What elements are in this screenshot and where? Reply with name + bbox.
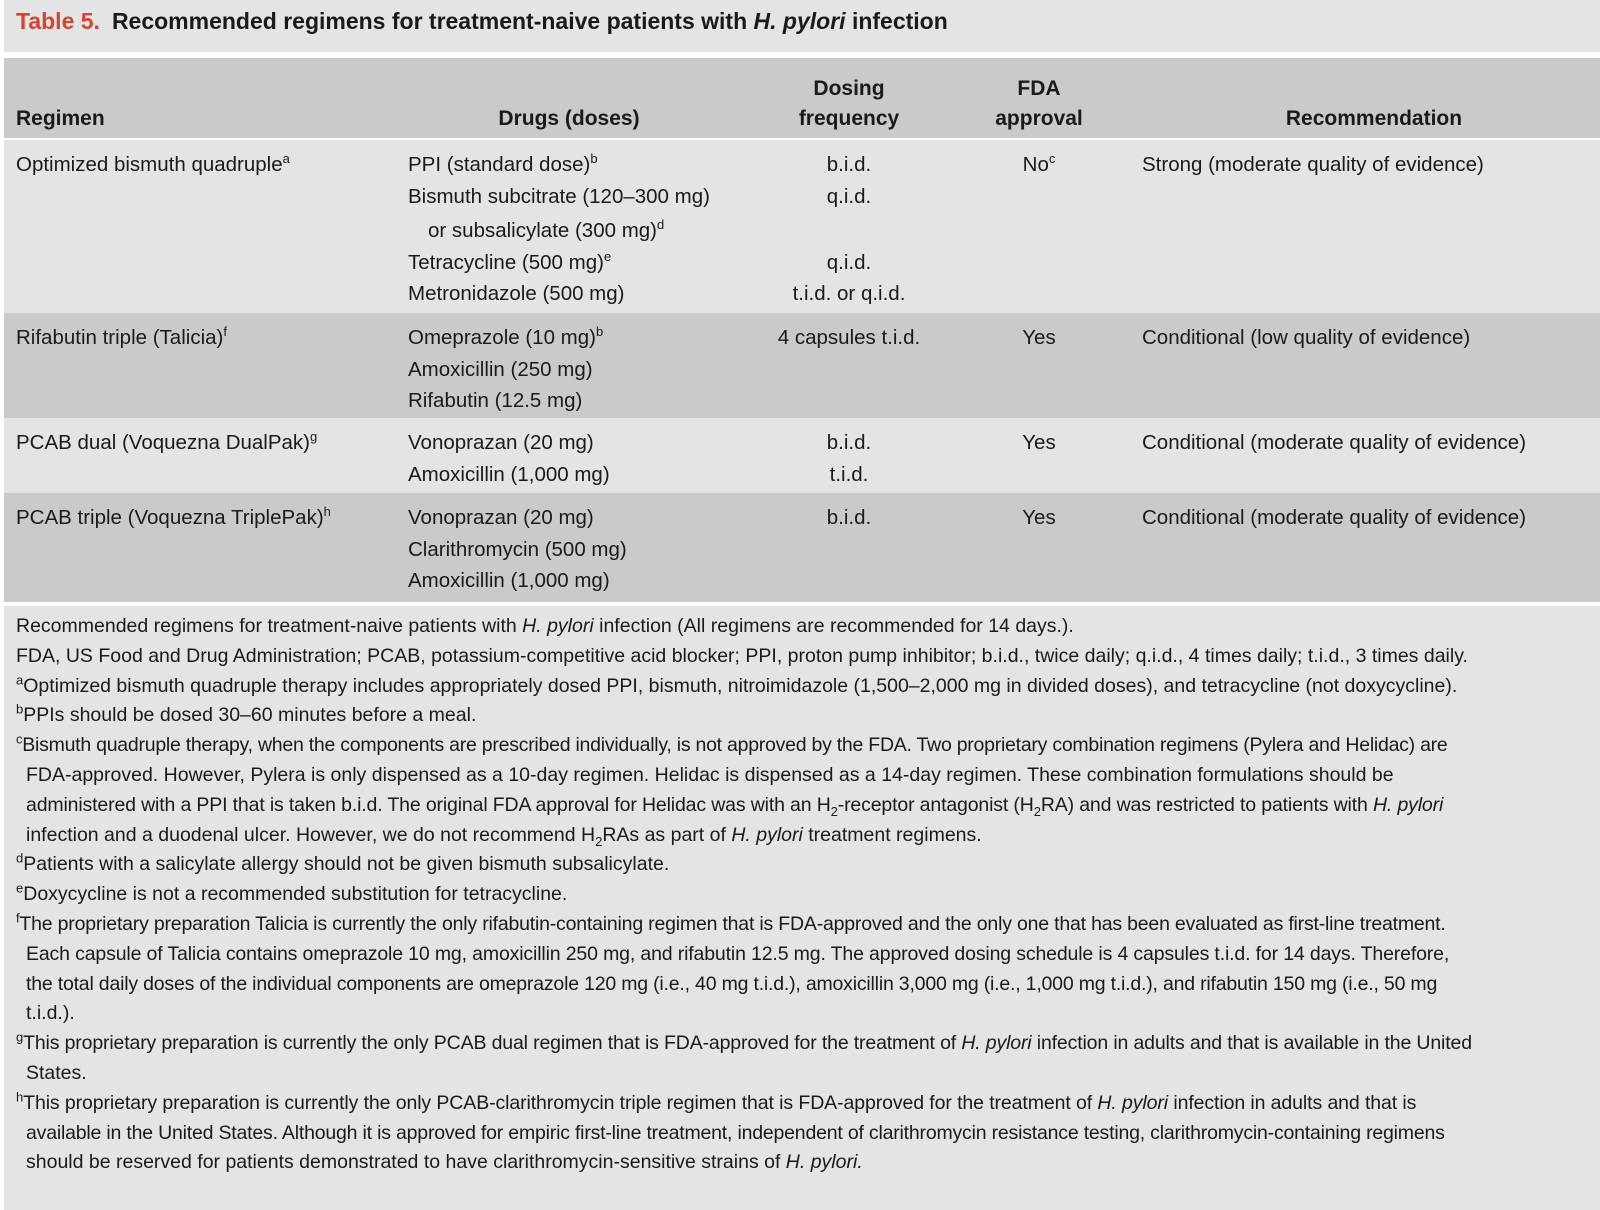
footnote-e	[16, 880, 1588, 910]
recommendation-cell: Conditional (moderate quality of evidence)	[1142, 431, 1527, 454]
footnote-text: Doxycycline is not a recommended substitution for tetracycline.	[23, 883, 568, 906]
footnote-text: RAs as part of	[602, 823, 726, 846]
italic-text: H. pylori	[1372, 793, 1444, 816]
table-title	[4, 0, 1600, 52]
italic-text: H. pylori.	[785, 1151, 863, 1174]
footnote-text: infection in adults and that is available in the United	[1036, 1032, 1472, 1055]
dosing-line: 4 capsules t.i.d.	[777, 326, 921, 349]
recommendation-cell: Conditional (moderate quality of evidence)	[1142, 506, 1527, 529]
footnote-f-line: the total daily doses of the individual components are omeprazole 120 mg (i.e., 40 mg t.i.d.), amoxicillin 3,000 mg (i.e., 1,000 mg t.i.d.), and rifabutin 150 mg (i.e., 50 mg	[26, 972, 1438, 995]
dosing-line: q.i.d.	[826, 184, 872, 208]
footnote-d	[16, 850, 1588, 880]
dosing-line: b.i.d.	[826, 431, 872, 454]
recommendation-cell: Strong (moderate quality of evidence)	[1142, 153, 1484, 176]
footnote-text: Patients with a salicylate allergy should not be given bismuth subsalicylate.	[23, 853, 670, 876]
footnote-text: RA) and was restricted to patients with	[1040, 793, 1368, 816]
footnote-mark: a	[282, 151, 290, 167]
drugs-cell	[408, 322, 603, 417]
footnote-mark: e	[16, 880, 24, 896]
table-row	[4, 418, 1600, 493]
footnote-mark: e	[603, 248, 612, 264]
dosing-cell	[774, 502, 924, 534]
footnote-text: This proprietary preparation is currently the only PCAB-clarithromycin triple regimen that is FDA-approved for the treatment of	[23, 1091, 1093, 1114]
dosing-line	[774, 215, 924, 247]
footnote-b	[16, 701, 1588, 731]
footnote-text: Bismuth quadruple therapy, when the components are prescribed individually, is not approved by the FDA. Two proprietary combination regimens (Pylera and Helidac) are	[22, 734, 1448, 757]
regimen-cell	[16, 149, 290, 181]
table-caption	[16, 612, 1588, 642]
drug-line	[408, 565, 627, 597]
footnote-mark: c	[1048, 151, 1056, 167]
drug-line	[408, 322, 603, 354]
drug-text: Vonoprazan (20 mg)	[408, 506, 594, 529]
footnote-mark: b	[16, 701, 24, 717]
footnote-text: PPIs should be dosed 30–60 minutes before a meal.	[23, 704, 477, 727]
footnote-mark: g	[16, 1029, 24, 1045]
header-dosing	[774, 74, 924, 134]
header-fda-line1: FDA	[1017, 77, 1061, 100]
abbreviations-note: FDA, US Food and Drug Administration; PCAB, potassium-competitive acid blocker; PPI, proton pump inhibitor; b.i.d., twice daily; q.i.d., 4 times daily; t.i.d., 3 times daily.	[16, 644, 1468, 667]
header-recommendation: Recommendation	[1285, 107, 1463, 130]
header-fda	[964, 74, 1114, 134]
italic-text: H. pylori	[1097, 1091, 1169, 1114]
drug-line	[408, 278, 710, 310]
drug-line	[408, 502, 627, 534]
italic-text: H. pylori	[961, 1032, 1032, 1055]
regimen-text: PCAB dual (Voquezna DualPak)	[16, 431, 311, 454]
drug-text: PPI (standard dose)	[408, 153, 591, 176]
dosing-cell	[774, 427, 924, 490]
drug-line	[408, 149, 710, 181]
caption-text: Recommended regimens for treatment-naive patients with	[16, 615, 517, 637]
footnote-c-line	[16, 821, 1588, 851]
footnote-h	[16, 1089, 1588, 1119]
drugs-cell	[408, 427, 610, 490]
footnote-h-line: available in the United States. Although it is approved for empiric first-line treatment, independent of clarithromycin resistance testing, clarithromycin-containing regimens	[26, 1121, 1445, 1144]
table-row	[4, 313, 1600, 418]
footnote-text: infection in adults and that is	[1173, 1091, 1417, 1114]
table-header	[4, 56, 1600, 140]
recommendation-cell: Conditional (low quality of evidence)	[1142, 326, 1471, 349]
drug-text: Bismuth subcitrate (120–300 mg)	[408, 184, 710, 208]
drug-line	[408, 385, 603, 417]
footnote-c	[16, 731, 1588, 761]
drug-text: Amoxicillin (1,000 mg)	[408, 569, 610, 592]
header-dosing-line1: Dosing	[813, 77, 885, 100]
footnote-a	[16, 672, 1588, 702]
drugs-cell	[408, 149, 710, 310]
footnote-mark: h	[16, 1089, 24, 1105]
regimen-cell	[16, 502, 331, 534]
fda-text: No	[1022, 153, 1049, 176]
italic-text: H. pylori	[731, 823, 803, 846]
fda-cell: Yes	[1022, 506, 1056, 529]
drug-text: Amoxicillin (1,000 mg)	[408, 462, 610, 486]
footnote-text: -receptor antagonist (H	[837, 793, 1034, 816]
footnote-text: should be reserved for patients demonstrated to have clarithromycin-sensitive strains of	[26, 1151, 781, 1174]
footnote-c-line: FDA-approved. However, Pylera is only dispensed as a 10-day regimen. Helidac is dispensed as a 14-day regimen. These combination formulations should be	[26, 763, 1394, 786]
drug-text: Vonoprazan (20 mg)	[408, 431, 594, 454]
footnote-c-line	[16, 791, 1588, 821]
footnote-text: treatment regimens.	[808, 823, 982, 846]
footnote-mark: f	[223, 324, 227, 340]
title-text-after: infection	[851, 8, 948, 34]
header-fda-line2: approval	[995, 107, 1083, 130]
footnote-mark: a	[16, 672, 24, 688]
drug-line	[408, 459, 610, 491]
footnote-mark: d	[657, 217, 665, 233]
regimen-cell	[16, 427, 317, 459]
table-row	[4, 140, 1600, 313]
dosing-cell	[774, 322, 924, 354]
drug-text: Amoxicillin (250 mg)	[408, 357, 593, 381]
footnote-text: Optimized bismuth quadruple therapy includes appropriately dosed PPI, bismuth, nitroimidazole (1,500–2,000 mg in divided doses), and tetracycline (not doxycycline).	[23, 674, 1458, 697]
caption-text-after: infection (All regimens are recommended for 14 days.).	[599, 615, 1074, 637]
drug-text: Metronidazole (500 mg)	[408, 282, 625, 305]
header-drugs: Drugs (doses)	[498, 107, 640, 130]
drug-line	[408, 534, 627, 566]
table-label: Table 5.	[16, 8, 100, 34]
dosing-line: t.i.d. or q.i.d.	[792, 282, 906, 305]
footnote-f	[16, 910, 1588, 940]
header-dosing-line2: frequency	[798, 107, 900, 130]
table-footnotes	[4, 604, 1600, 1210]
footnote-mark: g	[310, 429, 318, 445]
footnote-f-line: Each capsule of Talicia contains omeprazole 10 mg, amoxicillin 250 mg, and rifabutin 12.5 mg. The approved dosing schedule is 4 capsules t.i.d. for 14 days. Therefore,	[26, 942, 1450, 965]
dosing-line: q.i.d.	[826, 250, 872, 274]
subscript: 2	[830, 803, 838, 819]
subscript: 2	[1033, 803, 1041, 819]
fda-cell: Yes	[1022, 326, 1056, 349]
footnote-text: This proprietary preparation is currently the only PCAB dual regimen that is FDA-approved for the treatment of	[23, 1032, 957, 1055]
drug-text: Rifabutin (12.5 mg)	[408, 389, 583, 412]
footnote-text: administered with a PPI that is taken b.i.d. The original FDA approval for Helidac was with an H	[26, 793, 831, 816]
footnote-f-line: t.i.d.).	[26, 1002, 75, 1025]
drug-line	[408, 181, 710, 213]
footnote-h-line	[16, 1148, 1588, 1178]
title-text: Recommended regimens for treatment-naive patients with	[111, 8, 748, 34]
fda-cell: Yes	[1022, 431, 1056, 454]
footnote-text: infection and a duodenal ulcer. However, we do not recommend H	[26, 823, 596, 846]
footnote-mark: b	[590, 151, 598, 167]
subscript: 2	[595, 833, 603, 849]
dosing-line: b.i.d.	[826, 506, 872, 529]
header-regimen: Regimen	[16, 107, 105, 130]
fda-cell	[964, 149, 1114, 181]
caption-italic: H. pylori	[522, 615, 594, 637]
footnote-mark: f	[16, 910, 20, 926]
drug-text: Omeprazole (10 mg)	[408, 326, 596, 349]
regimen-text: PCAB triple (Voquezna TriplePak)	[16, 506, 324, 529]
drug-text: Tetracycline (500 mg)	[408, 250, 604, 274]
drug-line	[408, 354, 603, 386]
drug-line	[408, 247, 710, 279]
footnote-g	[16, 1029, 1588, 1059]
title-italic: H. pylori	[753, 8, 846, 34]
footnote-text: The proprietary preparation Talicia is currently the only rifabutin-containing regimen that is FDA-approved and the only one that has been evaluated as first-line treatment.	[19, 912, 1446, 935]
drug-text: Clarithromycin (500 mg)	[408, 537, 627, 561]
footnote-mark: d	[16, 850, 24, 866]
footnote-mark: b	[595, 324, 604, 340]
drugs-cell	[408, 502, 627, 597]
footnote-g-line: States.	[26, 1061, 87, 1084]
dosing-line: t.i.d.	[829, 462, 869, 486]
regimen-text: Optimized bismuth quadruple	[16, 153, 283, 176]
dosing-cell	[774, 149, 924, 310]
drug-line	[408, 427, 610, 459]
footnote-mark: c	[16, 731, 23, 747]
drug-line	[408, 215, 710, 247]
dosing-line: b.i.d.	[826, 153, 872, 176]
footnote-mark: h	[323, 504, 331, 520]
regimen-text: Rifabutin triple (Talicia)	[16, 326, 224, 349]
table-row	[4, 493, 1600, 602]
regimen-cell	[16, 322, 227, 354]
drug-text: or subsalicylate (300 mg)	[428, 219, 658, 242]
